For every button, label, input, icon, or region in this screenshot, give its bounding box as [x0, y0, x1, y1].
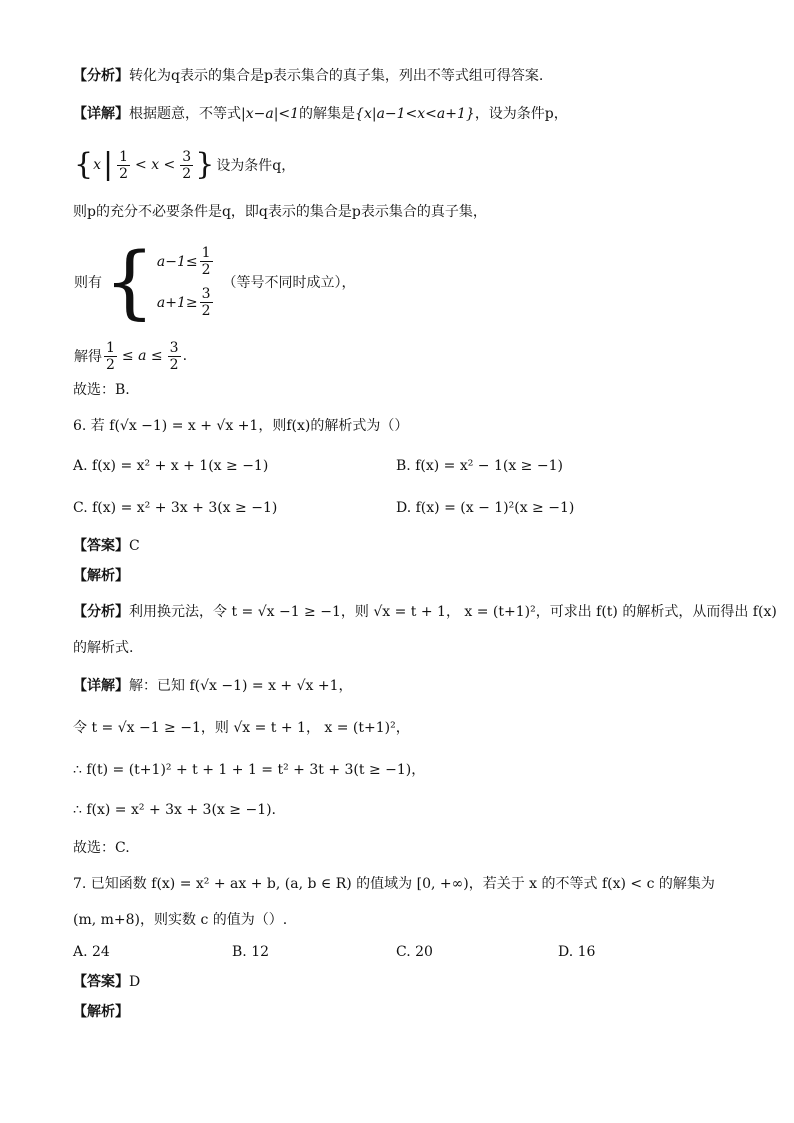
set-q [74, 138, 295, 192]
frac-den: 2 [106, 356, 115, 373]
q7-option-c [396, 942, 433, 962]
system-row-2 [157, 286, 215, 319]
q7-option-d [558, 942, 595, 962]
detail-line [73, 104, 568, 124]
analysis-header-tag: 【解析】 [73, 1004, 129, 1020]
solution-end: . [182, 348, 188, 364]
detail-text-a: 根据题意，不等式 [129, 106, 241, 122]
q7-stem-text-1: 7. 已知函数 f(x) = x² + ax + b, (a, b ∈ R) 的值域为 [0, +∞)，若关于 x 的不等式 f(x) < c 的解集为 [73, 876, 715, 892]
q7-option-b [232, 942, 269, 962]
detail-tag: 【详解】 [73, 106, 129, 122]
frac-num: 3 [182, 148, 192, 165]
q7-stem-text-2: (m, m+8)，则实数 c 的值为（）. [73, 912, 288, 928]
frac-num: 1 [201, 245, 211, 261]
q7-option-a-text: A. 24 [73, 944, 110, 960]
detail-text-b: 的解集是 [299, 106, 356, 122]
system-note: （等号不同时成立）， [222, 275, 356, 291]
q6-fenxi-line-2 [73, 638, 133, 658]
q6-answer-line [73, 536, 140, 556]
q6-fenxi-line-1 [73, 602, 777, 622]
q6-option-a [73, 456, 268, 476]
q6-option-a-text: A. f(x) = x² + x + 1(x ≥ −1) [73, 458, 269, 474]
q6-answer: C [129, 538, 140, 554]
row2-left: a+1≥ [156, 294, 198, 311]
system-brace: { [104, 235, 155, 328]
q6-option-c [73, 498, 277, 518]
left-brace: { [74, 147, 94, 182]
abs-inequality: |x−a|<1 [241, 106, 300, 122]
detail-text-c: ，设为条件p， [474, 106, 568, 122]
frac-den: 2 [201, 262, 211, 278]
frac-num: 3 [169, 339, 179, 356]
fenxi-text-1: 利用换元法，令 t = √x −1 ≥ −1，则 √x = t + 1， x = (t+1)²，可求出 f(t) 的解析式，从而得出 f(x) [129, 604, 777, 620]
q6-step-2 [73, 760, 425, 780]
analysis-line [73, 66, 543, 86]
q6-stem-text: 6. 若 f(√x −1) = x + √x +1，则f(x)的解析式为（） [73, 418, 409, 434]
q7-answer-line [73, 972, 140, 992]
detail-tag: 【详解】 [73, 678, 129, 694]
divider-bar: | [103, 147, 114, 182]
fraction-one-half [117, 149, 130, 182]
row1-left: a−1≤ [156, 253, 198, 270]
set-q-var: x [93, 157, 101, 173]
step-2-text: ∴ f(t) = (t+1)² + t + 1 + 1 = t² + 3t + 3(t ≥ −1)， [73, 762, 426, 778]
solution-prefix: 解得 [74, 349, 102, 365]
frac-den: 2 [201, 303, 211, 319]
inequality-system [74, 236, 356, 328]
subset-text: 则p的充分不必要条件是q，即q表示的集合是p表示集合的真子集， [73, 204, 487, 220]
step-3-text: ∴ f(x) = x² + 3x + 3(x ≥ −1). [73, 802, 277, 818]
frac-den: 2 [169, 356, 179, 373]
frac-den: 2 [182, 165, 192, 182]
q7-stem-1 [73, 874, 715, 894]
system-prefix: 则有 [74, 275, 102, 291]
q6-choose-line [73, 838, 130, 858]
answer-tag: 【答案】 [73, 538, 129, 554]
q6-option-b-text: B. f(x) = x² − 1(x ≥ −1) [396, 458, 563, 474]
q6-analysis-header [73, 566, 129, 586]
q6-detail-line [73, 676, 353, 696]
system-rows [157, 245, 215, 319]
right-brace: } [195, 147, 215, 182]
q6-option-d-text: D. f(x) = (x − 1)²(x ≥ −1) [396, 500, 575, 516]
frac-num: 3 [201, 286, 211, 302]
solution-mid: ≤ a ≤ [121, 348, 163, 364]
solution-set: {x|a−1<x<a+1} [355, 106, 475, 122]
fenxi-text-2: 的解析式. [73, 640, 134, 656]
q6-step-1 [73, 718, 410, 738]
q7-analysis-header [73, 1002, 129, 1022]
solution-line [74, 336, 187, 376]
q7-option-a [73, 942, 110, 962]
analysis-tag: 【分析】 [73, 68, 129, 84]
q6-choose-text: 故选：C. [73, 840, 130, 856]
solution-frac-1 [104, 340, 117, 373]
fenxi-tag: 【分析】 [73, 604, 129, 620]
q6-step-3 [73, 800, 276, 820]
q7-answer: D [129, 974, 141, 990]
row1-fraction [200, 245, 213, 278]
q6-option-b [396, 456, 563, 476]
q6-option-c-text: C. f(x) = x² + 3x + 3(x ≥ −1) [73, 500, 278, 516]
choose-b-line [73, 380, 130, 400]
frac-num: 1 [119, 148, 129, 165]
choose-b-text: 故选：B. [73, 382, 130, 398]
subset-line [73, 202, 487, 222]
detail-text: 解：已知 f(√x −1) = x + √x +1， [129, 678, 353, 694]
q7-option-b-text: B. 12 [232, 944, 270, 960]
set-q-mid: < x < [135, 157, 176, 173]
q7-stem-2 [73, 910, 287, 930]
q7-option-c-text: C. 20 [396, 944, 433, 960]
frac-num: 1 [106, 339, 115, 356]
q7-option-d-text: D. 16 [558, 944, 596, 960]
row2-fraction [200, 286, 213, 319]
step-1-text: 令 t = √x −1 ≥ −1，则 √x = t + 1， x = (t+1)²， [73, 720, 410, 736]
system-row-1 [157, 245, 215, 278]
fraction-three-half [180, 149, 193, 182]
analysis-text: 转化为q表示的集合是p表示集合的真子集，列出不等式组可得答案. [129, 68, 544, 84]
analysis-header-tag: 【解析】 [73, 568, 129, 584]
answer-tag: 【答案】 [73, 974, 129, 990]
set-q-text: 设为条件q， [216, 158, 296, 174]
q6-stem [73, 416, 408, 436]
solution-frac-2 [168, 340, 181, 373]
q6-option-d [396, 498, 574, 518]
frac-den: 2 [119, 165, 129, 182]
